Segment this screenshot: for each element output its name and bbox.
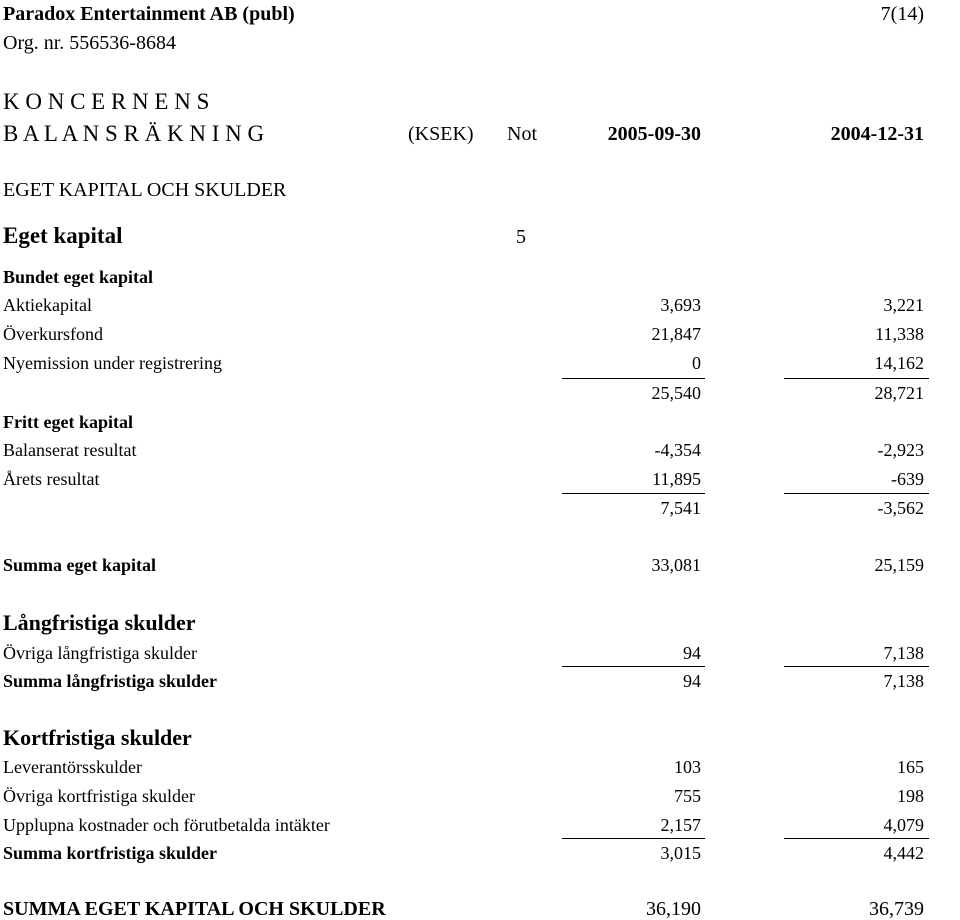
- row-value-2004: 4,079: [883, 815, 924, 835]
- subtotal-value-2005: 7,541: [660, 498, 701, 518]
- langfristiga-heading: Långfristiga skulder: [3, 610, 196, 635]
- title-line-1: K O N C E R N E N S: [3, 89, 210, 114]
- grand-total-label: SUMMA EGET KAPITAL OCH SKULDER: [3, 898, 386, 920]
- row-value-2005: 103: [674, 757, 701, 777]
- row-value-2004: 165: [897, 757, 924, 777]
- row-value-2004: 14,162: [874, 353, 924, 373]
- bundet-heading: Bundet eget kapital: [3, 267, 154, 287]
- subtotal-rule-2004: [784, 493, 929, 494]
- row-label: Årets resultat: [3, 469, 100, 489]
- row-label: Överkursfond: [3, 324, 103, 344]
- summa-eget-kapital-2005: 33,081: [651, 555, 701, 575]
- summa-eget-kapital-label: Summa eget kapital: [3, 555, 156, 575]
- subtotal-value-2004: 28,721: [874, 383, 924, 403]
- grand-total-2005: 36,190: [646, 898, 701, 920]
- kortfristiga-heading: Kortfristiga skulder: [3, 725, 192, 750]
- note-column-header: Not: [507, 123, 537, 145]
- row-value-2004: -2,923: [877, 440, 924, 460]
- row-value-2005: 0: [692, 353, 701, 373]
- sum-rule-2004: [784, 838, 929, 839]
- row-label: Leverantörsskulder: [3, 757, 142, 777]
- summa-kortfristiga-label: Summa kortfristiga skulder: [3, 843, 218, 863]
- summa-eget-kapital-2004: 25,159: [874, 555, 924, 575]
- row-value-2004: 11,338: [875, 324, 924, 344]
- row-value-2005: 21,847: [651, 324, 701, 344]
- sum-rule-2005: [562, 838, 705, 839]
- row-value-2004: 7,138: [883, 643, 924, 663]
- row-label: Övriga långfristiga skulder: [3, 643, 197, 663]
- row-label: Balanserat resultat: [3, 440, 137, 460]
- row-value-2005: 11,895: [652, 469, 701, 489]
- summa-kortfristiga-2005: 3,015: [660, 843, 701, 863]
- fritt-heading: Fritt eget kapital: [3, 412, 133, 432]
- subtotal-rule-2005: [562, 378, 705, 379]
- subtotal-rule-2004: [784, 378, 929, 379]
- row-value-2005: 2,157: [660, 815, 701, 835]
- title-line-2: B A L A N S R Ä K N I N G: [3, 121, 265, 146]
- grand-total-2004: 36,739: [869, 898, 924, 920]
- summa-langfristiga-2005: 94: [683, 671, 701, 691]
- row-label: Aktiekapital: [3, 295, 92, 315]
- row-value-2004: 198: [897, 786, 924, 806]
- column-header-2005: 2005-09-30: [607, 123, 701, 145]
- row-value-2005: 3,693: [660, 295, 701, 315]
- org-number: Org. nr. 556536-8684: [3, 32, 176, 54]
- section-heading: EGET KAPITAL OCH SKULDER: [3, 179, 287, 201]
- unit-label: (KSEK): [408, 123, 474, 145]
- page-number: 7(14): [880, 3, 924, 25]
- subtotal-value-2004: -3,562: [877, 498, 924, 518]
- row-label: Övriga kortfristiga skulder: [3, 786, 195, 806]
- sum-rule-2005: [562, 666, 705, 667]
- column-header-2004: 2004-12-31: [830, 123, 924, 145]
- row-value-2004: -639: [891, 469, 924, 489]
- row-value-2005: 94: [683, 643, 701, 663]
- note-reference: 5: [516, 226, 526, 248]
- row-label: Nyemission under registrering: [3, 353, 222, 373]
- summa-kortfristiga-2004: 4,442: [883, 843, 924, 863]
- row-value-2004: 3,221: [883, 295, 924, 315]
- summa-langfristiga-2004: 7,138: [883, 671, 924, 691]
- subtotal-value-2005: 25,540: [651, 383, 701, 403]
- subtotal-rule-2005: [562, 493, 705, 494]
- row-label: Upplupna kostnader och förutbetalda intäkter: [3, 815, 330, 835]
- eget-kapital-heading: Eget kapital: [3, 223, 123, 248]
- row-value-2005: 755: [674, 786, 701, 806]
- sum-rule-2004: [784, 666, 929, 667]
- company-name: Paradox Entertainment AB (publ): [3, 3, 295, 25]
- summa-langfristiga-label: Summa långfristiga skulder: [3, 671, 218, 691]
- row-value-2005: -4,354: [654, 440, 701, 460]
